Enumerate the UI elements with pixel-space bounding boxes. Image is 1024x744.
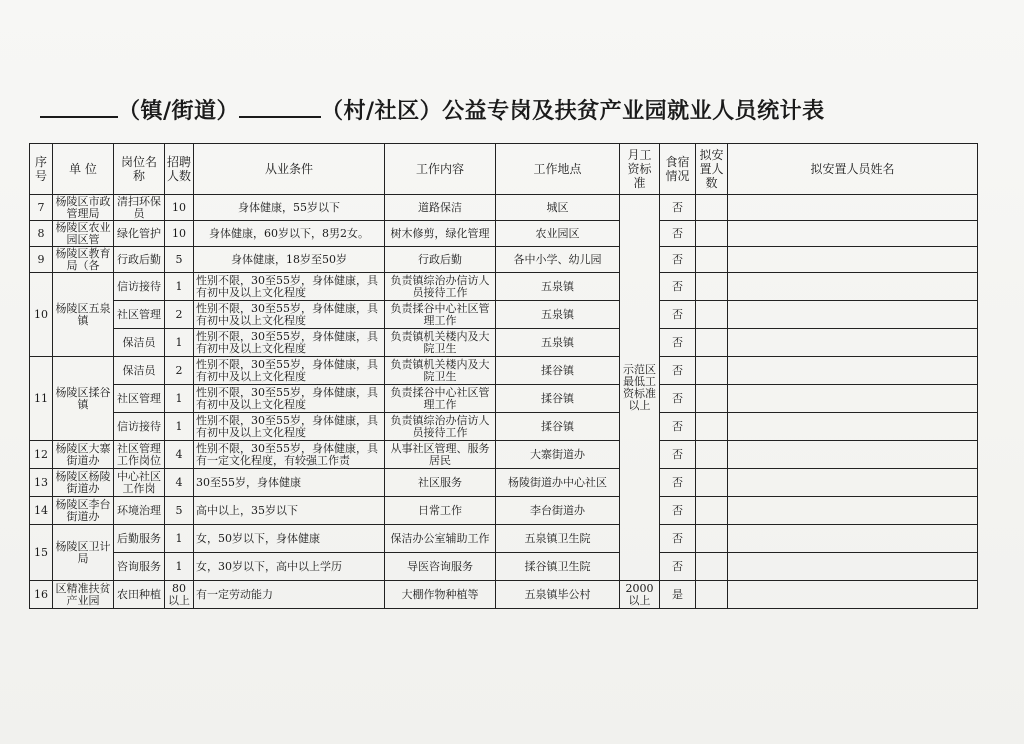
cell-post: 清扫环保员 <box>114 195 165 221</box>
cell-plan-num <box>696 329 728 357</box>
cell-post: 绿化管护 <box>114 221 165 247</box>
cell-plan-names <box>728 385 978 413</box>
cell-cond: 性别不限，30至55岁，身体健康，具有一定文化程度，有较强工作责 <box>194 441 385 469</box>
cell-cond: 女，30岁以下，高中以上学历 <box>194 553 385 581</box>
table-row <box>30 329 978 357</box>
col-wage: 月工资标准 <box>620 144 660 195</box>
cell-content: 社区服务 <box>385 469 496 497</box>
cell-plan-num <box>696 385 728 413</box>
cell-plan-names <box>728 413 978 441</box>
cell-post: 行政后勤 <box>114 247 165 273</box>
cell-place: 农业园区 <box>496 221 620 247</box>
cell-hire: 5 <box>165 497 194 525</box>
col-cond: 从业条件 <box>194 144 385 195</box>
cell-content: 行政后勤 <box>385 247 496 273</box>
cell-post: 环境治理 <box>114 497 165 525</box>
cell-board: 否 <box>660 247 696 273</box>
cell-cond: 性别不限，30至55岁，身体健康，具有初中及以上文化程度 <box>194 329 385 357</box>
cell-hire: 1 <box>165 273 194 301</box>
cell-plan-names <box>728 469 978 497</box>
cell-hire: 1 <box>165 525 194 553</box>
cell-seq: 12 <box>30 441 53 469</box>
cell-post: 保洁员 <box>114 357 165 385</box>
cell-plan-num <box>696 195 728 221</box>
cell-place: 揉谷镇卫生院 <box>496 553 620 581</box>
cell-plan-names <box>728 581 978 609</box>
cell-unit: 杨陵区教育局（各 <box>53 247 114 273</box>
table-row <box>30 195 978 221</box>
table-row <box>30 301 978 329</box>
cell-content: 树木修剪，绿化管理 <box>385 221 496 247</box>
cell-post: 信访接待 <box>114 413 165 441</box>
cell-board: 否 <box>660 413 696 441</box>
cell-hire: 5 <box>165 247 194 273</box>
cell-plan-names <box>728 497 978 525</box>
cell-content: 导医咨询服务 <box>385 553 496 581</box>
cell-cond: 性别不限，30至55岁，身体健康，具有初中及以上文化程度 <box>194 357 385 385</box>
cell-place: 各中小学、幼儿园 <box>496 247 620 273</box>
cell-plan-names <box>728 195 978 221</box>
cell-plan-names <box>728 357 978 385</box>
cell-hire: 10 <box>165 195 194 221</box>
col-post: 岗位名称 <box>114 144 165 195</box>
cell-post: 咨询服务 <box>114 553 165 581</box>
cell-seq: 8 <box>30 221 53 247</box>
cell-seq: 13 <box>30 469 53 497</box>
table-row <box>30 441 978 469</box>
col-plan-names: 拟安置人员姓名 <box>728 144 978 195</box>
cell-plan-names <box>728 329 978 357</box>
cell-board: 否 <box>660 329 696 357</box>
cell-board: 否 <box>660 525 696 553</box>
cell-plan-num <box>696 553 728 581</box>
cell-hire: 10 <box>165 221 194 247</box>
cell-seq: 11 <box>30 357 53 441</box>
cell-board: 否 <box>660 497 696 525</box>
cell-content: 负责镇综治办信访人员接待工作 <box>385 413 496 441</box>
cell-content: 大棚作物种植等 <box>385 581 496 609</box>
cell-post: 社区管理 <box>114 301 165 329</box>
cell-place: 五泉镇 <box>496 301 620 329</box>
cell-place: 大寨街道办 <box>496 441 620 469</box>
table-row <box>30 357 978 385</box>
cell-content: 从事社区管理、服务居民 <box>385 441 496 469</box>
col-seq: 序号 <box>30 144 53 195</box>
cell-place: 揉谷镇 <box>496 357 620 385</box>
cell-plan-num <box>696 525 728 553</box>
cell-unit: 杨陵区卫计局 <box>53 525 114 581</box>
cell-content: 负责揉谷中心社区管理工作 <box>385 301 496 329</box>
table-row <box>30 469 978 497</box>
cell-board: 否 <box>660 553 696 581</box>
cell-place: 五泉镇毕公村 <box>496 581 620 609</box>
cell-content: 负责镇机关楼内及大院卫生 <box>385 329 496 357</box>
cell-post: 保洁员 <box>114 329 165 357</box>
cell-place: 五泉镇卫生院 <box>496 525 620 553</box>
cell-plan-names <box>728 553 978 581</box>
cell-cond: 性别不限，30至55岁，身体健康，具有初中及以上文化程度 <box>194 413 385 441</box>
cell-post: 社区管理工作岗位 <box>114 441 165 469</box>
cell-cond: 性别不限，30至55岁，身体健康，具有初中及以上文化程度 <box>194 301 385 329</box>
cell-board: 否 <box>660 273 696 301</box>
cell-seq: 7 <box>30 195 53 221</box>
cell-unit: 杨陵区市政管理局 <box>53 195 114 221</box>
cell-cond: 性别不限，30至55岁，身体健康，具有初中及以上文化程度 <box>194 385 385 413</box>
col-hire: 招聘人数 <box>165 144 194 195</box>
table-row <box>30 385 978 413</box>
cell-plan-names <box>728 525 978 553</box>
cell-wage: 2000以上 <box>620 581 660 609</box>
title-main-text: （村/社区）公益专岗及扶贫产业园就业人员统计表 <box>321 98 825 124</box>
cell-seq: 14 <box>30 497 53 525</box>
cell-plan-num <box>696 497 728 525</box>
cell-content: 负责揉谷中心社区管理工作 <box>385 385 496 413</box>
cell-content: 负责镇综治办信访人员接待工作 <box>385 273 496 301</box>
cell-place: 揉谷镇 <box>496 385 620 413</box>
cell-plan-num <box>696 357 728 385</box>
col-plan-num: 拟安置人数 <box>696 144 728 195</box>
cell-post: 后勤服务 <box>114 525 165 553</box>
table-row <box>30 553 978 581</box>
cell-board: 否 <box>660 357 696 385</box>
cell-plan-names <box>728 221 978 247</box>
cell-hire: 4 <box>165 441 194 469</box>
cell-unit: 杨陵区大寨街道办 <box>53 441 114 469</box>
table-row <box>30 273 978 301</box>
cell-hire: 4 <box>165 469 194 497</box>
cell-cond: 女，50岁以下，身体健康 <box>194 525 385 553</box>
village-blank <box>239 98 321 118</box>
cell-plan-num <box>696 273 728 301</box>
col-content: 工作内容 <box>385 144 496 195</box>
cell-plan-names <box>728 247 978 273</box>
table-row <box>30 581 978 609</box>
cell-hire: 1 <box>165 385 194 413</box>
cell-plan-num <box>696 469 728 497</box>
cell-board: 否 <box>660 221 696 247</box>
cell-plan-names <box>728 301 978 329</box>
cell-post: 社区管理 <box>114 385 165 413</box>
cell-hire: 1 <box>165 413 194 441</box>
table-header-row <box>30 144 978 195</box>
cell-post: 中心社区工作岗 <box>114 469 165 497</box>
cell-place: 五泉镇 <box>496 329 620 357</box>
cell-post: 信访接待 <box>114 273 165 301</box>
cell-seq: 16 <box>30 581 53 609</box>
cell-plan-num <box>696 581 728 609</box>
cell-content: 保洁办公室辅助工作 <box>385 525 496 553</box>
cell-plan-names <box>728 441 978 469</box>
cell-plan-num <box>696 221 728 247</box>
cell-content: 道路保洁 <box>385 195 496 221</box>
cell-unit: 杨陵区五泉镇 <box>53 273 114 357</box>
town-blank <box>40 98 118 118</box>
table-row <box>30 247 978 273</box>
cell-plan-names <box>728 273 978 301</box>
cell-post: 农田种植 <box>114 581 165 609</box>
cell-seq: 15 <box>30 525 53 581</box>
cell-seq: 10 <box>30 273 53 357</box>
table-row <box>30 221 978 247</box>
cell-place: 五泉镇 <box>496 273 620 301</box>
cell-hire: 1 <box>165 553 194 581</box>
cell-cond: 身体健康，18岁至50岁 <box>194 247 385 273</box>
col-place: 工作地点 <box>496 144 620 195</box>
employment-table <box>29 143 978 609</box>
table-row <box>30 525 978 553</box>
cell-board: 否 <box>660 301 696 329</box>
col-board: 食宿情况 <box>660 144 696 195</box>
title-town-label: （镇/街道） <box>118 98 240 124</box>
cell-hire: 80以上 <box>165 581 194 609</box>
cell-cond: 身体健康，60岁以下，8男2女。 <box>194 221 385 247</box>
col-unit: 单 位 <box>53 144 114 195</box>
cell-board: 否 <box>660 469 696 497</box>
cell-place: 揉谷镇 <box>496 413 620 441</box>
cell-content: 负责镇机关楼内及大院卫生 <box>385 357 496 385</box>
cell-cond: 性别不限，30至55岁，身体健康，具有初中及以上文化程度 <box>194 273 385 301</box>
cell-plan-num <box>696 413 728 441</box>
table-row <box>30 497 978 525</box>
cell-unit: 杨陵区杨陵街道办 <box>53 469 114 497</box>
cell-plan-num <box>696 247 728 273</box>
cell-hire: 2 <box>165 301 194 329</box>
cell-board: 是 <box>660 581 696 609</box>
table-row <box>30 413 978 441</box>
cell-wage-merged: 示范区最低工资标准以上 <box>620 195 660 581</box>
cell-cond: 身体健康，55岁以下 <box>194 195 385 221</box>
cell-board: 否 <box>660 385 696 413</box>
cell-hire: 2 <box>165 357 194 385</box>
cell-place: 城区 <box>496 195 620 221</box>
cell-unit: 杨陵区农业园区管 <box>53 221 114 247</box>
cell-plan-num <box>696 441 728 469</box>
cell-cond: 有一定劳动能力 <box>194 581 385 609</box>
cell-place: 李台街道办 <box>496 497 620 525</box>
cell-board: 否 <box>660 195 696 221</box>
cell-place: 杨陵街道办中心社区 <box>496 469 620 497</box>
cell-content: 日常工作 <box>385 497 496 525</box>
cell-unit: 区精准扶贫产业园 <box>53 581 114 609</box>
cell-unit: 杨陵区李台街道办 <box>53 497 114 525</box>
cell-unit: 杨陵区揉谷镇 <box>53 357 114 441</box>
cell-board: 否 <box>660 441 696 469</box>
cell-seq: 9 <box>30 247 53 273</box>
cell-cond: 30至55岁，身体健康 <box>194 469 385 497</box>
cell-cond: 高中以上，35岁以下 <box>194 497 385 525</box>
cell-hire: 1 <box>165 329 194 357</box>
document-title <box>40 94 980 125</box>
cell-plan-num <box>696 301 728 329</box>
